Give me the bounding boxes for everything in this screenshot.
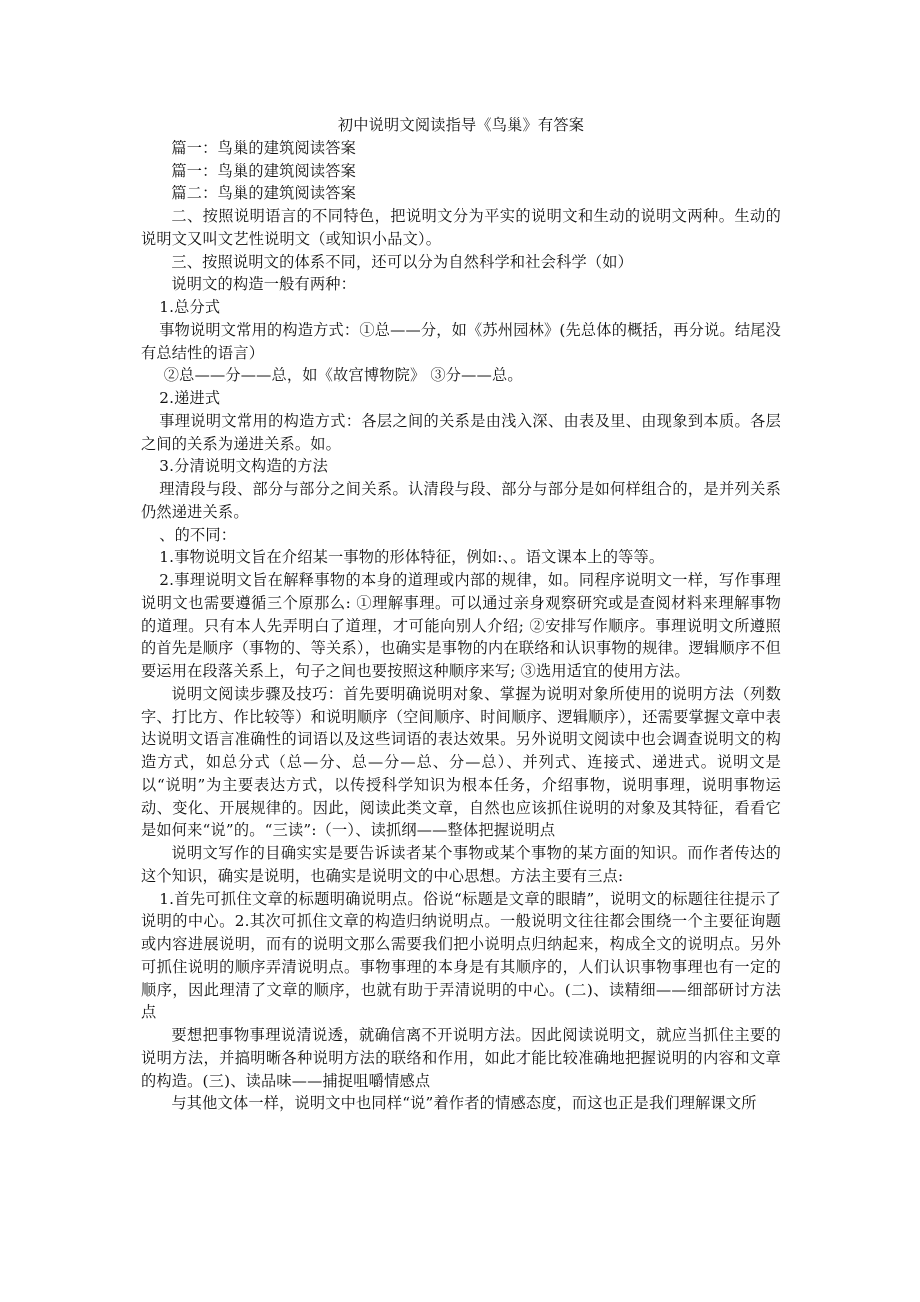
- paragraph-15: 1.事物说明文旨在介绍某一事物的形体特征，例如:、。语文课本上的等等。: [159, 548, 665, 567]
- paragraph-10: 2.递进式: [159, 389, 221, 407]
- paragraph-20: 要想把事物事理说清说透，就确信离不开说明方法。因此阅读说明文，就应当抓住主要的说明方法，并搞明晰各种说明方法的联络和作用，如此才能比较准确地把握说明的内容和文章的构造。(三)、读品味——捕捉咀嚼情感点: [141, 1026, 781, 1090]
- paragraph-7: 1.总分式: [159, 298, 221, 316]
- paragraph-18: 说明文写作的目确实实是要告诉读者某个事物或某个事物的某方面的知识。而作者传达的这个知识，确实是说明，也确实是说明文的中心思想。方法主要有三点:: [141, 844, 781, 885]
- paragraph-14: 、的不同：: [159, 525, 237, 544]
- paragraph-9: ②总——分——总，如《故宫博物院》 ③分——总。: [163, 366, 523, 385]
- document-title: 初中说明文阅读指导《鸟巢》有答案: [337, 116, 585, 134]
- paragraph-2: 篇一：鸟巢的建筑阅读答案: [171, 161, 357, 180]
- paragraph-8: 事物说明文常用的构造方式：①总——分，如《苏州园林》(先总体的概括，再分说。结尾没有总结性的语言）: [141, 320, 781, 362]
- paragraph-12: 3.分清说明文构造的方法: [159, 457, 328, 476]
- paragraph-6: 说明文的构造一般有两种：: [171, 275, 357, 294]
- paragraph-3: 篇二：鸟巢的建筑阅读答案: [171, 184, 357, 203]
- paragraph-16: 2.事理说明文旨在解释事物的本身的道理或内部的规律，如。同程序说明文一样，写作事理说明文也需要遵循三个原那么: ①理解事理。可以通过亲身观察研究或是查阅材料来理解事物的道理。只有本人先弄明白了道理，才可能向别人介绍; ②安排写作顺序。事理说明文所遵照的首先是顺序（事物的、等关系），也确实是事物的内在联络和认识事物的规律。逻辑顺序不但要运用在段落关系上，句子之间也要按照这种顺序来写; ③选用适宜的使用方法。: [141, 571, 781, 680]
- paragraph-19: 1.首先可抓住文章的标题明确说明点。俗说“标题是文章的眼睛”，说明文的标题往往提示了说明的中心。2.其次可抓住文章的构造归纳说明点。一般说明文往往都会围绕一个主要征询题或内容进展说明，而有的说明文那么需要我们把小说明点归纳起来，构成全文的说明点。另外可抓住说明的顺序弄清说明点。事物事理的本身是有其顺序的，人们认识事物事理也有一定的顺序，因此理清了文章的顺序，也就有助于弄清说明的中心。(二)、读精细——细部研讨方法点: [141, 889, 781, 1022]
- paragraph-21: 与其他文体一样，说明文中也同样“说”着作者的情感态度，而这也正是我们理解课文所: [171, 1094, 757, 1113]
- paragraph-11: 事理说明文常用的构造方式：各层之间的关系是由浅入深、由表及里、由现象到本质。各层之间的关系为递进关系。如。: [141, 411, 781, 453]
- paragraph-1: 篇一：鸟巢的建筑阅读答案: [171, 138, 357, 157]
- paragraph-17: 说明文阅读步骤及技巧：首先要明确说明对象、掌握为说明对象所使用的说明方法（列数字、打比方、作比较等）和说明顺序（空间顺序、时间顺序、逻辑顺序），还需要掌握文章中表达说明文语言准确性的词语以及这些词语的表达效果。另外说明文阅读中也会调查说明文的构造方式，如总分式（总—分、总—分—总、分—总）、并列式、连接式、递进式。说明文是以“说明”为主要表达方式，以传授科学知识为根本任务，介绍事物，说明事理，说明事物运动、变化、开展规律的。因此，阅读此类文章，自然也应该抓住说明的对象及其特征，看看它是如何来“说”的。“三读”:（一）、读抓纲——整体把握说明点: [141, 684, 781, 840]
- paragraph-4: 二、按照说明语言的不同特色，把说明文分为平实的说明文和生动的说明文两种。生动的说明文又叫文艺性说明文（或知识小品文）。: [141, 207, 781, 248]
- document-body: [141, 114, 781, 1115]
- paragraph-13: 理清段与段、部分与部分之间关系。认清段与段、部分与部分是如何样组合的，是并列关系仍然递进关系。: [141, 480, 781, 521]
- paragraph-5: 三、按照说明文的体系不同，还可以分为自然科学和社会科学（如）: [171, 252, 634, 271]
